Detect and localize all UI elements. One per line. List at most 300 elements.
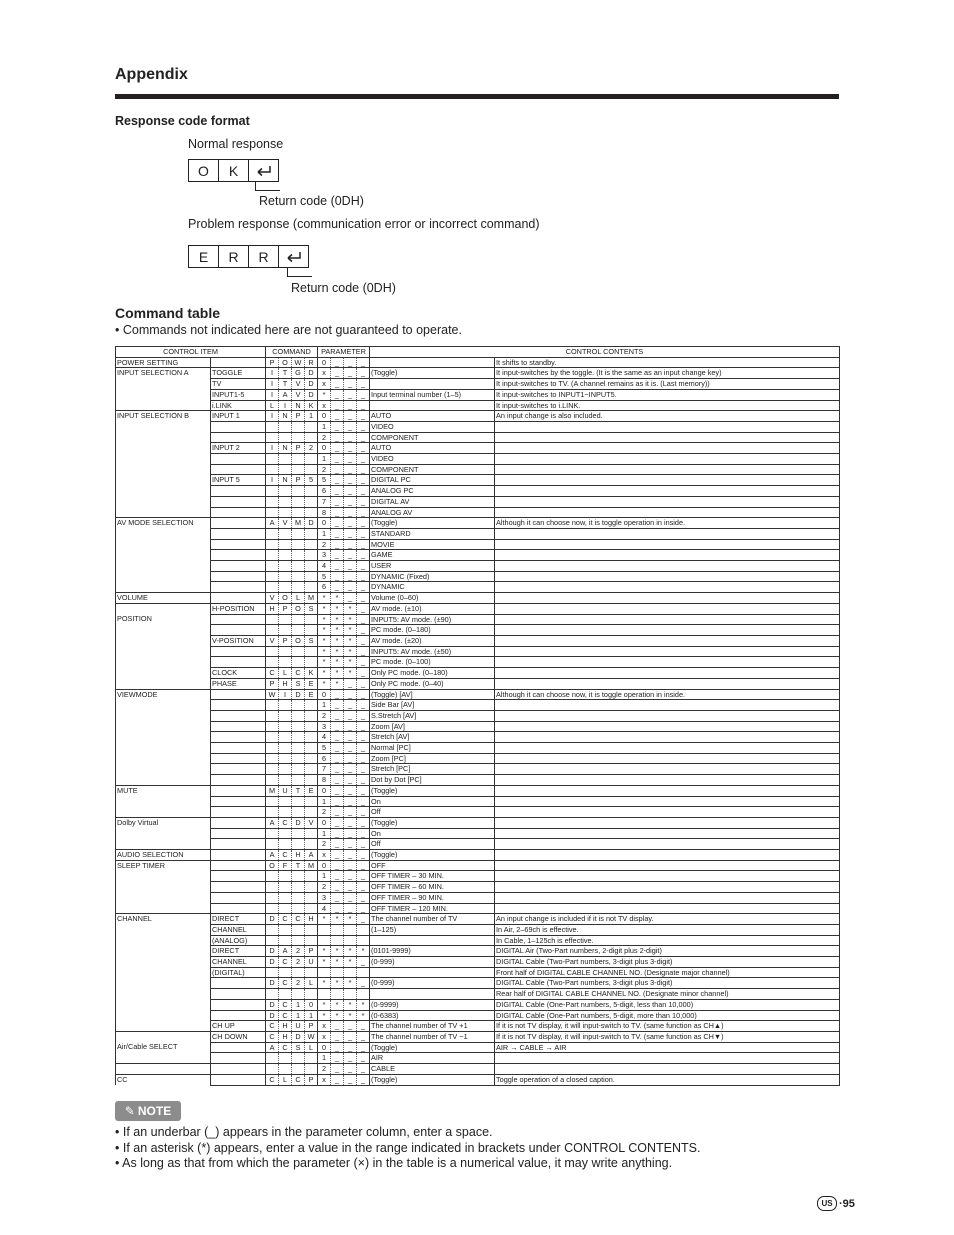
cmd-char [292,764,305,775]
cmd-char: C [279,914,292,925]
cmd-char [292,743,305,754]
control-item [116,625,211,636]
cmd-char [279,753,292,764]
table-row [116,625,840,636]
cmd-char [292,796,305,807]
param-char: * [344,657,357,668]
param-char: _ [331,443,344,454]
control-item [116,464,211,475]
param-char: 7 [318,496,331,507]
table-row [116,700,840,711]
cmd-char [279,561,292,572]
param-char: _ [357,432,370,443]
param-char: * [331,678,344,689]
param-char [331,989,344,1000]
param-char: _ [357,753,370,764]
cmd-char: T [279,379,292,390]
param-char: _ [357,828,370,839]
param-char: _ [357,957,370,968]
table-row [116,732,840,743]
param-char: _ [344,411,357,422]
cmd-char [305,507,318,518]
sub-item [211,817,266,828]
cmd-char [266,539,279,550]
cmd-char: I [266,389,279,400]
cmd-char [292,561,305,572]
sub-item [211,614,266,625]
control-contents [495,743,840,754]
param-char: _ [331,1074,344,1085]
cmd-char: I [266,379,279,390]
cmd-char [266,710,279,721]
param-char: _ [357,625,370,636]
param-char: 8 [318,775,331,786]
parameter-description: VIDEO [370,454,495,465]
control-contents [495,700,840,711]
cmd-char [279,871,292,882]
control-item [116,732,211,743]
cmd-char [266,903,279,914]
table-row [116,785,840,796]
param-char: _ [344,700,357,711]
control-item [116,700,211,711]
parameter-description: AV mode. (±10) [370,603,495,614]
param-char: * [331,1010,344,1021]
table-row [116,764,840,775]
table-row [116,357,840,368]
parameter-description: DYNAMIC (Fixed) [370,571,495,582]
cmd-char [279,924,292,935]
control-item [116,796,211,807]
param-char: * [344,646,357,657]
cmd-char [292,989,305,1000]
param-char: _ [344,571,357,582]
parameter-description: (Toggle) [370,850,495,861]
cmd-char: 0 [305,999,318,1010]
cmd-char: W [292,357,305,368]
sub-item [211,582,266,593]
parameter-description: Stretch [PC] [370,764,495,775]
cmd-char [305,903,318,914]
parameter-description [370,935,495,946]
page-title: Appendix [115,66,188,83]
sub-item [211,539,266,550]
param-char: _ [331,561,344,572]
control-contents [495,850,840,861]
param-char: * [318,999,331,1010]
control-item [116,807,211,818]
control-item: SLEEP TIMER [116,860,211,871]
control-item [116,486,211,497]
cmd-char [292,700,305,711]
param-char: _ [357,892,370,903]
control-item [116,678,211,689]
parameter-description: GAME [370,550,495,561]
cmd-char [266,732,279,743]
control-item [116,1021,211,1032]
param-char [318,924,331,935]
parameter-description: (0-999) [370,957,495,968]
table-row [116,850,840,861]
cmd-char: A [279,946,292,957]
sub-item [211,1053,266,1064]
cmd-char [279,721,292,732]
sub-item: CLOCK [211,668,266,679]
cmd-char [279,764,292,775]
cmd-char [266,486,279,497]
cmd-char [305,657,318,668]
parameter-description: Stretch [AV] [370,732,495,743]
param-char: _ [331,689,344,700]
cmd-char [305,550,318,561]
param-char: _ [357,1053,370,1064]
param-char: _ [357,807,370,818]
param-char [344,935,357,946]
parameter-description: Zoom [PC] [370,753,495,764]
parameter-description: (Toggle) [370,368,495,379]
param-char: _ [331,1021,344,1032]
param-char: * [318,614,331,625]
control-item [116,978,211,989]
cmd-char [266,550,279,561]
cmd-char: V [305,817,318,828]
cmd-char [292,550,305,561]
param-char: _ [357,903,370,914]
cmd-char: U [305,957,318,968]
sub-item [211,892,266,903]
param-char: * [331,625,344,636]
param-char: 0 [318,1042,331,1053]
param-char [331,924,344,935]
param-char: _ [331,871,344,882]
sub-item: H-POSITION [211,603,266,614]
cmd-char [266,828,279,839]
cmd-char [279,935,292,946]
param-char: _ [357,646,370,657]
cmd-char [266,528,279,539]
parameter-description: USER [370,561,495,572]
sub-item [211,561,266,572]
cmd-char: D [305,379,318,390]
cmd-char [305,496,318,507]
param-char [331,935,344,946]
param-char: * [318,678,331,689]
cmd-char [292,935,305,946]
cmd-char [292,721,305,732]
cmd-char: E [305,689,318,700]
table-row [116,807,840,818]
cmd-char [305,764,318,775]
table-row [116,443,840,454]
param-char: _ [357,710,370,721]
cmd-char: D [266,978,279,989]
cmd-char [305,753,318,764]
table-row [116,1053,840,1064]
cmd-char: P [266,678,279,689]
param-char: * [318,668,331,679]
param-char: 2 [318,839,331,850]
param-char: _ [357,464,370,475]
parameter-description [370,379,495,390]
cmd-char [305,989,318,1000]
param-char: _ [331,753,344,764]
cmd-char [279,807,292,818]
cmd-char [266,614,279,625]
cmd-char: 1 [292,1010,305,1021]
param-char: _ [357,528,370,539]
control-item [116,657,211,668]
param-char: * [318,389,331,400]
control-item [116,957,211,968]
table-row [116,978,840,989]
table-row [116,871,840,882]
code-box: R [248,245,279,268]
control-contents: It input-switches to INPUT1~INPUT5. [495,389,840,400]
response-code-heading: Response code format [115,114,250,128]
command-table [115,346,840,1086]
cmd-char: H [292,850,305,861]
table-header-row [116,347,840,358]
control-item: POSITION [116,614,211,625]
cmd-char [292,828,305,839]
note-item: • As long as that from which the parameter (×) in the table is a numerical value, it may write anything. [115,1156,673,1170]
cmd-char: L [279,668,292,679]
sub-item [211,1064,266,1075]
cmd-char: L [305,978,318,989]
control-item [116,935,211,946]
param-char: _ [331,454,344,465]
table-row [116,743,840,754]
cmd-char [305,700,318,711]
param-char: x [318,379,331,390]
param-char: _ [357,764,370,775]
param-char: _ [357,978,370,989]
control-item [116,507,211,518]
sub-item [211,1042,266,1053]
cmd-char [266,871,279,882]
param-char: 3 [318,550,331,561]
cmd-char [292,710,305,721]
cmd-char: C [279,1010,292,1021]
command-table-body [116,357,840,1085]
parameter-description: ANALOG AV [370,507,495,518]
cmd-char: L [266,400,279,411]
cmd-char: C [292,914,305,925]
cmd-char [292,882,305,893]
param-char: _ [331,421,344,432]
control-item [116,475,211,486]
param-char: _ [331,571,344,582]
cmd-char: I [279,400,292,411]
param-char: _ [331,486,344,497]
table-row [116,892,840,903]
parameter-description: The channel number of TV [370,914,495,925]
param-char: _ [357,496,370,507]
control-contents [495,710,840,721]
param-char: 1 [318,454,331,465]
note-badge [115,1101,181,1121]
param-char: * [318,946,331,957]
control-item: INPUT SELECTION A [116,368,211,379]
cmd-char [305,561,318,572]
cmd-char [305,775,318,786]
parameter-description: Off [370,839,495,850]
control-contents: It input-switches to TV. (A channel remains as it is. (Last memory)) [495,379,840,390]
param-char: _ [344,528,357,539]
param-char: 2 [318,539,331,550]
control-item [116,892,211,903]
cmd-char [279,571,292,582]
parameter-description: Side Bar [AV] [370,700,495,711]
sub-item [211,989,266,1000]
parameter-description: S.Stretch [AV] [370,710,495,721]
cmd-char [266,646,279,657]
param-char: 5 [318,571,331,582]
param-char: _ [357,368,370,379]
cmd-char [305,528,318,539]
table-row [116,432,840,443]
cmd-char: N [292,400,305,411]
sub-item [211,421,266,432]
param-char: _ [357,1064,370,1075]
control-contents [495,860,840,871]
param-char [318,989,331,1000]
cmd-char [292,625,305,636]
control-contents [495,625,840,636]
table-row [116,571,840,582]
control-contents [495,496,840,507]
control-item [116,721,211,732]
param-char: _ [344,379,357,390]
control-contents [495,454,840,465]
cmd-char [279,625,292,636]
cmd-char: C [266,1032,279,1043]
cmd-char [279,903,292,914]
cmd-char: F [279,860,292,871]
sub-item [211,432,266,443]
param-char: _ [331,1053,344,1064]
table-row [116,753,840,764]
cmd-char [266,882,279,893]
control-contents [495,561,840,572]
cmd-char: M [305,860,318,871]
param-char: _ [357,882,370,893]
param-char: * [331,999,344,1010]
cmd-char [292,614,305,625]
table-row [116,903,840,914]
cmd-char [292,807,305,818]
control-contents [495,464,840,475]
control-item [116,454,211,465]
param-char: * [344,635,357,646]
table-row [116,839,840,850]
control-item [116,946,211,957]
cmd-char: N [279,411,292,422]
control-item: Air/Cable SELECT [116,1042,211,1053]
cmd-char: D [292,689,305,700]
parameter-description: (0101-9999) [370,946,495,957]
parameter-description: (0-6383) [370,1010,495,1021]
control-contents [495,903,840,914]
param-char: _ [331,721,344,732]
cmd-char: C [279,850,292,861]
param-char: _ [344,496,357,507]
param-char: 2 [318,807,331,818]
parameter-description: ANALOG PC [370,486,495,497]
table-row [116,635,840,646]
control-item: CC [116,1074,211,1085]
cmd-char [279,614,292,625]
cmd-char [266,743,279,754]
param-char: _ [344,892,357,903]
parameter-description: (Toggle) [370,1074,495,1085]
control-contents [495,443,840,454]
pencil-icon: ✎ [124,1104,135,1118]
control-contents: It shifts to standby. [495,357,840,368]
return-key-icon [248,159,279,182]
cmd-char: O [292,603,305,614]
control-contents: It input-switches to i.LINK. [495,400,840,411]
cmd-char: E [305,678,318,689]
cmd-char [279,464,292,475]
param-char: _ [344,561,357,572]
table-row [116,464,840,475]
control-contents [495,593,840,604]
control-item: CHANNEL [116,914,211,925]
control-contents: Although it can choose now, it is toggle operation in inside. [495,689,840,700]
param-char [344,989,357,1000]
cmd-char [292,571,305,582]
cmd-char: A [266,1042,279,1053]
param-char: _ [331,892,344,903]
cmd-char [279,528,292,539]
cmd-char [266,807,279,818]
cmd-char: C [266,1021,279,1032]
cmd-char [292,967,305,978]
control-contents: It input-switches by the toggle. (It is the same as an input change key) [495,368,840,379]
param-char: _ [344,432,357,443]
cmd-char: C [266,668,279,679]
table-row [116,421,840,432]
param-char: _ [331,743,344,754]
cmd-char [305,454,318,465]
param-char: _ [357,785,370,796]
control-item [116,646,211,657]
cmd-char: C [279,1042,292,1053]
header-parameter: PARAMETER [318,347,370,358]
sub-item: CH UP [211,1021,266,1032]
cmd-char: O [279,357,292,368]
cmd-char [305,582,318,593]
cmd-char [279,454,292,465]
sub-item: PHASE [211,678,266,689]
param-char: 1 [318,700,331,711]
param-char: _ [344,732,357,743]
param-char: * [331,946,344,957]
normal-response-code [188,159,278,182]
param-char: * [331,646,344,657]
cmd-char [292,871,305,882]
cmd-char [266,582,279,593]
param-char: _ [331,550,344,561]
cmd-char [266,657,279,668]
control-item [116,550,211,561]
cmd-char [305,935,318,946]
cmd-char [305,421,318,432]
control-item [116,710,211,721]
parameter-description: (0-9999) [370,999,495,1010]
control-item: POWER SETTING [116,357,211,368]
